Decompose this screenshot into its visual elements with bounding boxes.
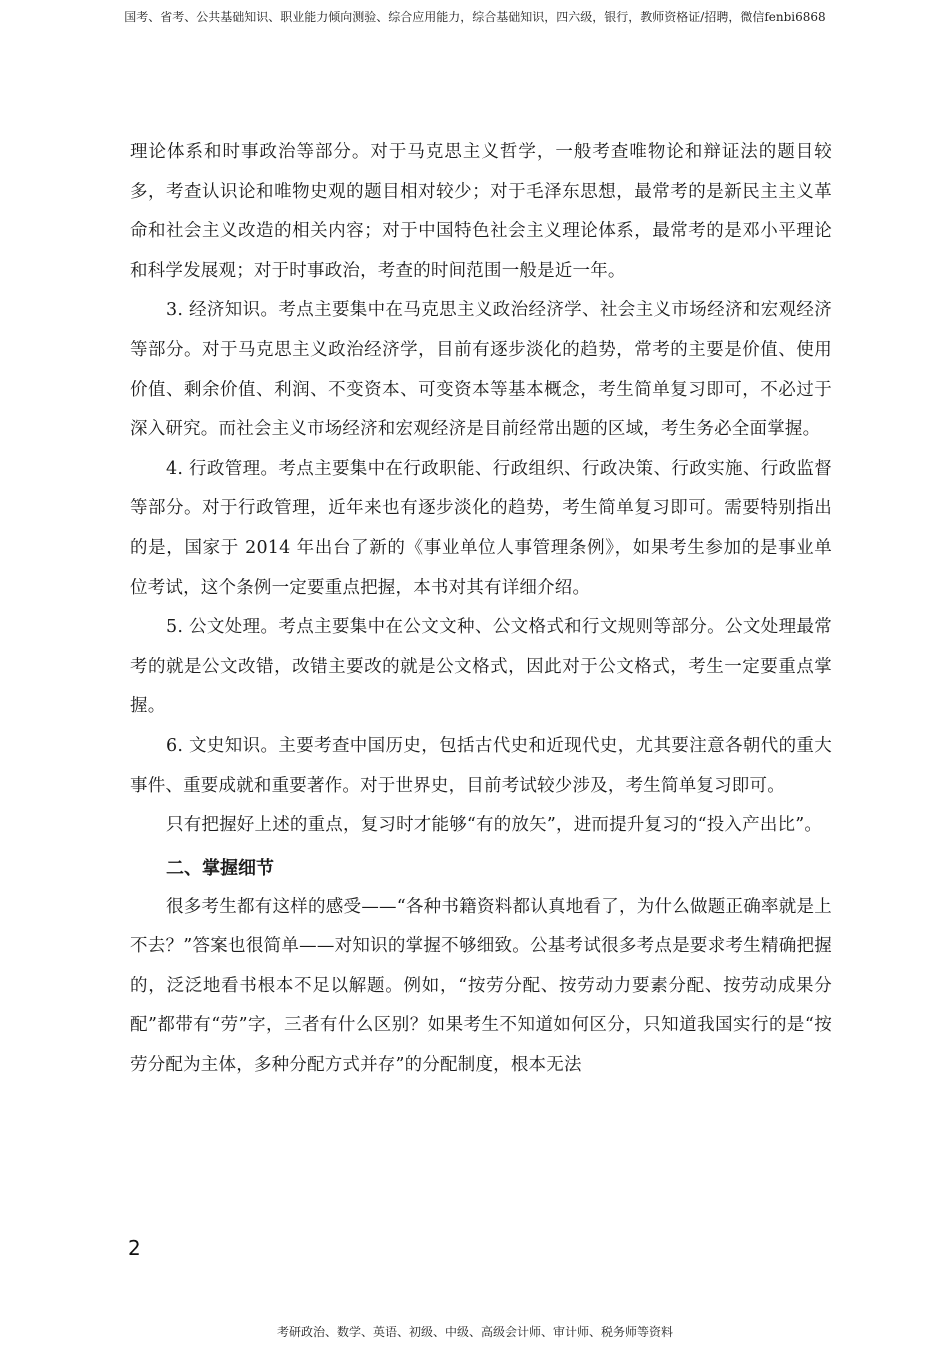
paragraph-history: 6. 文史知识。主要考查中国历史，包括古代史和近现代史，尤其要注意各朝代的重大事件、重要成就和重要著作。对于世界史，目前考试较少涉及，考生简单复习即可。 bbox=[130, 735, 832, 796]
page-number: 2 bbox=[128, 1236, 141, 1260]
paragraph-administration: 4. 行政管理。考点主要集中在行政职能、行政组织、行政决策、行政实施、行政监督等部分。对于行政管理，近年来也有逐步淡化的趋势，考生简单复习即可。需要特别指出的是，国家于 2014 年出台了新的《事业单位人事管理条例》，如果考生参加的是事业单位考试，这个条例一定要重点把握，本书对其有详细介绍。 bbox=[130, 458, 832, 598]
paragraph-summary: 只有把握好上述的重点，复习时才能够“有的放矢”，进而提升复习的“投入产出比”。 bbox=[166, 815, 823, 836]
footer-watermark: 考研政治、数学、英语、初级、中级、高级会计师、审计师、税务师等资料 bbox=[276, 1325, 673, 1339]
section-heading: 二、掌握细节 bbox=[166, 857, 274, 879]
paragraph-economics: 3. 经济知识。考点主要集中在马克思主义政治经济学、社会主义市场经济和宏观经济等部分。对于马克思主义政治经济学，目前有逐步淡化的趋势，常考的主要是价值、使用价值、剩余价值、利润、不变资本、可变资本等基本概念，考生简单复习即可，不必过于深入研究。而社会主义市场经济和宏观经济是目前经常出题的区域，考生务必全面掌握。 bbox=[130, 300, 832, 440]
header-watermark: 国考、省考、公共基础知识、职业能力倾向测验、综合应用能力，综合基础知识，四六级，银行，教师资格证/招聘，微信fenbi6868 bbox=[124, 10, 826, 24]
paragraph-details: 很多考生都有这样的感受——“各种书籍资料都认真地看了，为什么做题正确率就是上不去？”答案也很简单——对知识的掌握不够细致。公基考试很多考点是要求考生精确把握的，泛泛地看书根本不足以解题。例如，“按劳分配、按劳动力要素分配、按劳动成果分配”都带有“劳”字，三者有什么区别？如果考生不知道如何区分，只知道我国实行的是“按劳分配为主体，多种分配方式并存”的分配制度，根本无法 bbox=[130, 896, 832, 1076]
page-body bbox=[130, 133, 832, 1086]
paragraph-continuation: 理论体系和时事政治等部分。对于马克思主义哲学，一般考查唯物论和辩证法的题目较多，考查认识论和唯物史观的题目相对较少；对于毛泽东思想，最常考的是新民主主义革命和社会主义改造的相关内容；对于中国特色社会主义理论体系，最常考的是邓小平理论和科学发展观；对于时事政治，考查的时间范围一般是近一年。 bbox=[130, 142, 832, 281]
paragraph-documents: 5. 公文处理。考点主要集中在公文文种、公文格式和行文规则等部分。公文处理最常考的就是公文改错，改错主要改的就是公文格式，因此对于公文格式，考生一定要重点掌握。 bbox=[130, 617, 832, 717]
